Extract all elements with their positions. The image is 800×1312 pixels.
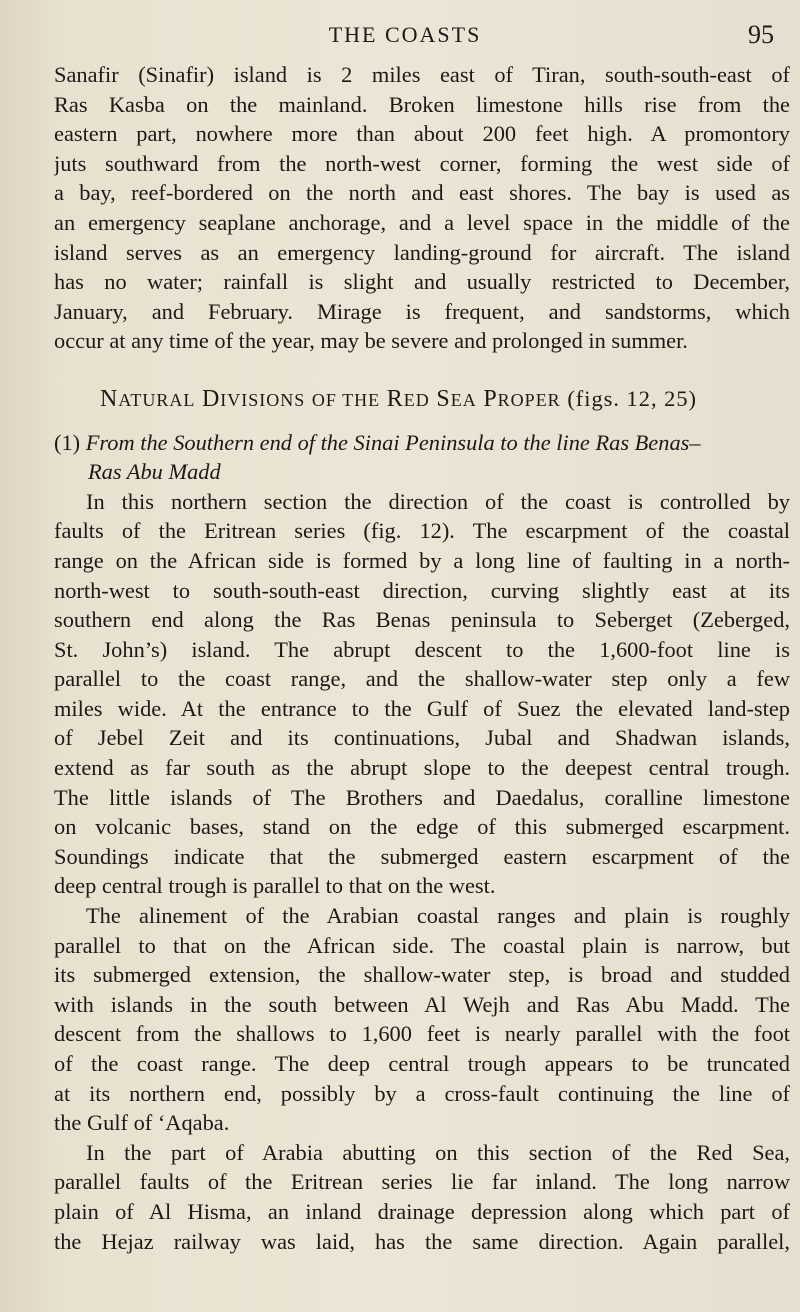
text-line: the Gulf of ‘Aqaba. (54, 1110, 230, 1136)
text-line: eastern part, nowhere more than about 200 feet high. A promontory (54, 121, 790, 147)
text-line: parallel to that on the African side. The coastal plain is narrow, but (54, 932, 790, 958)
section-heading (54, 384, 790, 416)
heading-initial: S (436, 385, 451, 412)
text-line: In the part of Arabia abutting on this section of the Red Sea, (86, 1139, 790, 1165)
text-line: miles wide. At the entrance to the Gulf of Suez the elevated land-step (54, 695, 790, 721)
heading-smallcaps: IVISIONS (220, 389, 306, 410)
heading-smallcaps: OF THE (311, 389, 381, 410)
text-line: has no water; rainfall is slight and usually restricted to December, (54, 269, 790, 295)
body-text (54, 60, 790, 1256)
text-line: range on the African side is formed by a long line of faulting in a north- (54, 547, 790, 573)
text-line: of the coast range. The deep central trough appears to be truncated (54, 1051, 790, 1076)
text-line: parallel to the coast range, and the shallow-water step only a few (54, 666, 790, 692)
paragraph-northern-section (54, 487, 790, 901)
running-title: THE COASTS (328, 22, 482, 47)
page-number: 95 (748, 20, 774, 49)
text-line: St. John’s) island. The abrupt descent to the 1,600-foot line is (54, 636, 790, 662)
text-line: an emergency seaplane anchorage, and a level space in the middle of the (54, 209, 790, 235)
text-line: In this northern section the direction of the coast is controlled by (86, 488, 790, 514)
text-line: The alinement of the Arabian coastal ranges and plain is roughly (86, 903, 790, 929)
heading-smallcaps: EA (450, 389, 477, 410)
text-line: with islands in the south between Al Wejh and Ras Abu Madd. The (54, 991, 790, 1017)
subsection-number: (1) (54, 429, 81, 455)
text-line: The little islands of The Brothers and Daedalus, coralline limestone (54, 784, 790, 810)
heading-smallcaps: ROPER (497, 389, 561, 410)
text-line: on volcanic bases, stand on the edge of this submerged escarpment. (54, 814, 790, 840)
paragraph-arabian-coast (54, 901, 790, 1138)
text-line: the Hejaz railway was laid, has the same direction. Again parallel, (54, 1228, 790, 1254)
text-line: southern end along the Ras Benas peninsula to Seberget (Zeberged, (54, 607, 790, 633)
text-line: descent from the shallows to 1,600 feet is nearly parallel with the foot (54, 1021, 790, 1047)
text-line: of Jebel Zeit and its continuations, Jubal and Shadwan islands, (54, 725, 790, 751)
subsection-title-line (54, 428, 790, 458)
text-line: island serves as an emergency landing-ground for aircraft. The island (54, 239, 790, 265)
text-line: juts southward from the north-west corner, forming the west side of (54, 150, 790, 176)
text-line: faults of the Eritrean series (fig. 12). The escarpment of the coastal (54, 518, 790, 544)
heading-smallcaps: ED (403, 389, 430, 410)
text-line: Ras Kasba on the mainland. Broken limestone hills rise from the (54, 91, 790, 117)
paragraph-arabia-faults (54, 1138, 790, 1256)
text-line: January, and February. Mirage is frequent, and sandstorms, which (54, 298, 790, 324)
paragraph-sanafir (54, 60, 790, 356)
text-line: a bay, reef-bordered on the north and east shores. The bay is used as (54, 180, 790, 206)
heading-initial: N (100, 385, 119, 412)
text-line: parallel faults of the Eritrean series lie far inland. The long narrow (54, 1169, 790, 1195)
text-line: Sanafir (Sinafir) island is 2 miles east of Tiran, south-south-east of (54, 62, 790, 87)
subsection-heading (54, 428, 790, 487)
text-line: north-west to south-south-east direction, curving slightly east at its (54, 577, 790, 603)
text-line: at its northern end, possibly by a cross-fault continuing the line of (54, 1080, 790, 1106)
text-line: occur at any time of the year, may be severe and prolonged in summer. (54, 328, 688, 354)
text-line: plain of Al Hisma, an inland drainage depression along which part of (54, 1198, 790, 1224)
text-line: extend as far south as the abrupt slope to the deepest central trough. (54, 755, 790, 781)
subsection-title-line: Ras Abu Madd (88, 459, 221, 485)
text-line: deep central trough is parallel to that on the west. (54, 873, 496, 899)
heading-smallcaps: ATURAL (118, 389, 196, 410)
running-head (30, 14, 780, 54)
text-line: Soundings indicate that the submerged eastern escarpment of the (54, 843, 790, 869)
heading-figure-ref: (figs. 12, 25) (567, 385, 697, 411)
text-line: its submerged extension, the shallow-water step, is broad and studded (54, 962, 790, 988)
subsection-title: From the Southern end of the Sinai Peninsula to the line Ras Benas– (85, 429, 701, 455)
heading-initial: D (201, 385, 221, 412)
heading-initial: R (386, 385, 404, 412)
heading-initial: P (483, 385, 498, 412)
